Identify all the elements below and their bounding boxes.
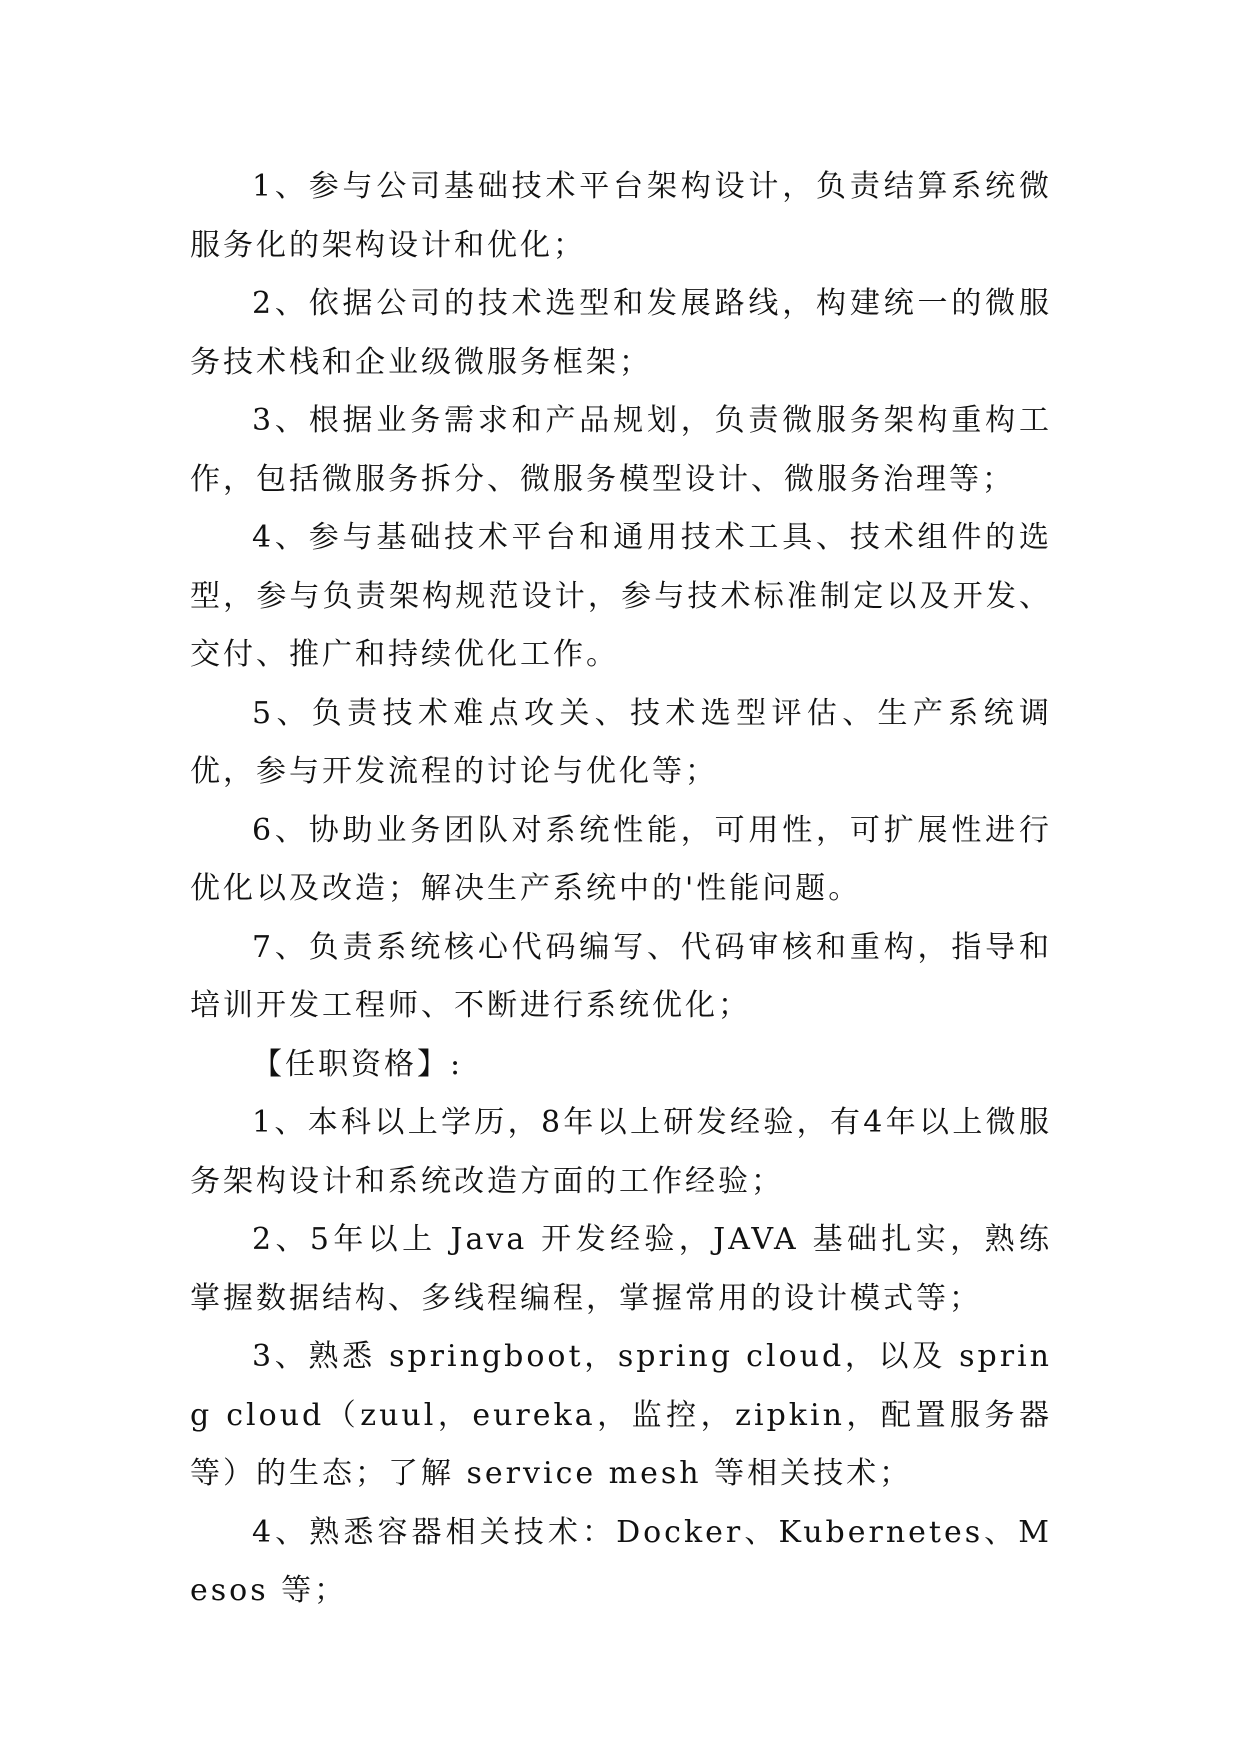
qualification-item-4: 4、熟悉容器相关技术：Docker、Kubernetes、Mesos 等；	[190, 1514, 1052, 1608]
qualification-item-3: 3、熟悉 springboot，spring cloud，以及 spring cloud（zuul，eureka，监控，zipkin，配置服务器等）的生态；了解 service mesh 等相关技术；	[190, 1339, 1052, 1491]
duty-item-2: 2、依据公司的技术选型和发展路线，构建统一的微服务技术栈和企业级微服务框架；	[190, 286, 1052, 380]
duty-item-7: 7、负责系统核心代码编写、代码审核和重构，指导和培训开发工程师、不断进行系统优化；	[190, 929, 1052, 1023]
qualification-item-2: 2、5年以上 Java 开发经验，JAVA 基础扎实，熟练掌握数据结构、多线程编程，掌握常用的设计模式等；	[190, 1222, 1052, 1316]
duty-item-3: 3、根据业务需求和产品规划，负责微服务架构重构工作，包括微服务拆分、微服务模型设计、微服务治理等；	[190, 403, 1052, 497]
qualifications-heading: 【任职资格】:	[252, 1046, 464, 1082]
duty-item-5: 5、负责技术难点攻关、技术选型评估、生产系统调优，参与开发流程的讨论与优化等；	[190, 695, 1052, 789]
qualification-item-1: 1、本科以上学历，8年以上研发经验，有4年以上微服务架构设计和系统改造方面的工作经验；	[190, 1105, 1052, 1199]
duty-item-6: 6、协助业务团队对系统性能，可用性，可扩展性进行优化以及改造；解决生产系统中的'性能问题。	[190, 812, 1052, 906]
document-body	[190, 158, 1052, 1621]
duty-item-1: 1、参与公司基础技术平台架构设计，负责结算系统微服务化的架构设计和优化；	[190, 169, 1052, 263]
duty-item-4: 4、参与基础技术平台和通用技术工具、技术组件的选型，参与负责架构规范设计，参与技术标准制定以及开发、交付、推广和持续优化工作。	[190, 520, 1052, 672]
